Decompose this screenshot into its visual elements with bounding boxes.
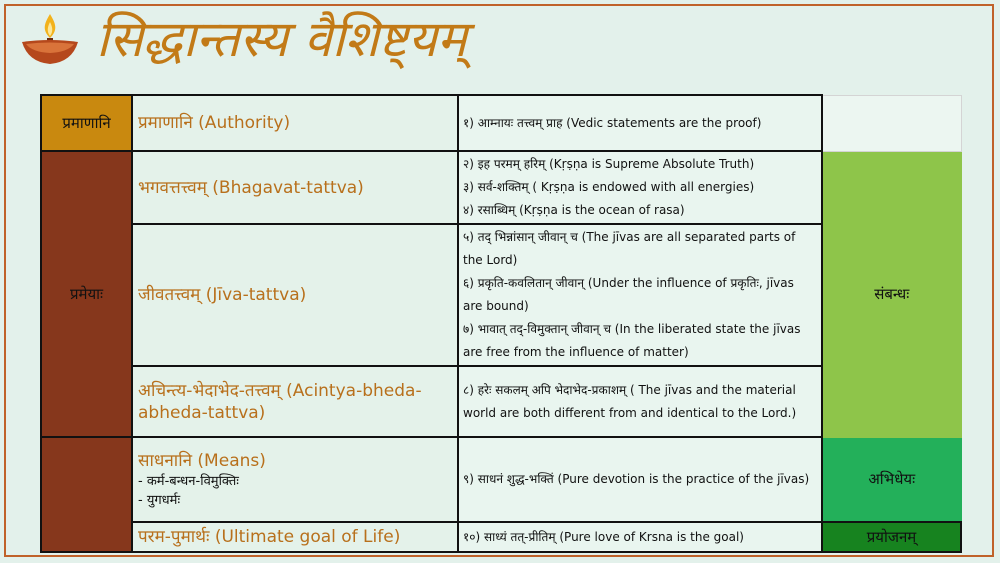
table-row (41, 522, 961, 552)
statement-1: १) आम्नायः तत्त्वम् प्राह (Vedic statements are the proof) (463, 115, 762, 130)
page-title: सिद्धान्तस्य वैशिष्ट्यम् (96, 10, 467, 68)
topic-acintya: अचिन्त्य-भेदाभेद-तत्त्वम् (Acintya-bheda-abheda-tattva) (132, 366, 458, 437)
table-row (41, 151, 961, 224)
statement-7: ७) भावात् तद्-विमुक्तान् जीवान् च (In the liberated state the jīvas are free from the influence of matter) (463, 322, 801, 359)
statements-bhagavat (458, 151, 822, 224)
sadhanani-sub-item: - कर्म-बन्धन-विमुक्तिः (138, 473, 239, 489)
table-row (41, 437, 961, 522)
topic-sadhanani (132, 437, 458, 522)
statement-9: ९) साधनं शुद्ध-भक्तिं (Pure devotion is the practice of the jīvas) (463, 472, 810, 486)
statement-8: ८) हरेः सकलम् अपि भेदाभेद-प्रकाशम् ( The jīvas and the material world are both different from and identical to the Lord.) (463, 382, 797, 420)
table-row (41, 95, 961, 151)
statements-sadhanani (458, 437, 822, 522)
statements-jiva (458, 224, 822, 366)
topic-pramanani: प्रमाणानि (Authority) (132, 95, 458, 151)
statement-3: ३) सर्व-शक्तिम् ( Kṛṣṇa is endowed with all energies) (463, 180, 755, 194)
statement-10: १०) साध्यं तत्-प्रीतिम् (Pure love of Krsna is the goal) (463, 529, 744, 544)
diya-lamp-icon (18, 8, 82, 68)
topic-jiva: जीवतत्त्वम् (Jīva-tattva) (132, 224, 458, 366)
prameya-label: प्रमेयाः (41, 151, 132, 437)
sadhanani-sub-item: - युगधर्मः (138, 492, 181, 508)
relation-blank (822, 95, 961, 151)
statement-4: ४) रसाब्धिम् (Kṛṣṇa is the ocean of rasa) (463, 203, 685, 217)
relation-prayojana: प्रयोजनम् (822, 522, 961, 552)
topic-sadhanani-title: साधनानि (Means) (138, 450, 266, 471)
siddhanta-table (40, 94, 962, 553)
relation-sambandha: संबन्धः (822, 151, 961, 437)
statement-2: २) इह परमम् हरिम् (Kṛṣṇa is Supreme Absolute Truth) (463, 157, 755, 171)
topic-parama: परम-पुमार्थः (Ultimate goal of Life) (132, 522, 458, 552)
statements-pramanani (458, 95, 822, 151)
statement-5: ५) तद् भिन्नांसान् जीवान् च (The jīvas are all separated parts of the Lord) (463, 230, 796, 267)
statements-acintya (458, 366, 822, 437)
statement-6: ६) प्रकृति-कवलितान् जीवान् (Under the influence of प्रकृतिः, jīvas are bound) (463, 276, 794, 313)
prameya-label-continued (41, 437, 132, 552)
pramanani-label: प्रमाणानि (41, 95, 132, 151)
topic-bhagavat: भगवत्तत्त्वम् (Bhagavat-tattva) (132, 151, 458, 224)
statements-parama (458, 522, 822, 552)
relation-abhidheya: अभिधेयः (822, 437, 961, 522)
